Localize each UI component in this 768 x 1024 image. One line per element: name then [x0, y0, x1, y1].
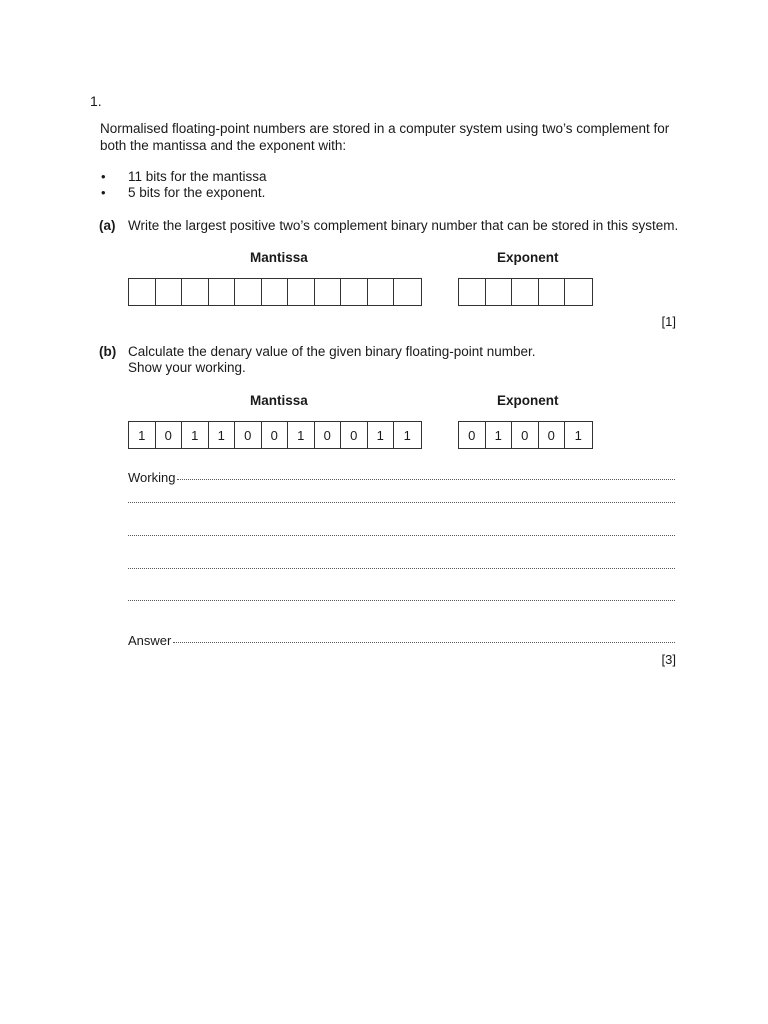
bullet-exponent-bits: 5 bits for the exponent. — [128, 185, 266, 200]
bit-cell[interactable] — [235, 279, 262, 305]
bit-cell: 0 — [512, 422, 539, 448]
bit-cell[interactable] — [262, 279, 289, 305]
bit-cell: 1 — [209, 422, 236, 448]
bullet-mantissa-bits: 11 bits for the mantissa — [128, 169, 267, 184]
bit-cell[interactable] — [156, 279, 183, 305]
bit-cell[interactable] — [341, 279, 368, 305]
dotted-rule — [128, 534, 675, 536]
bit-cell: 0 — [459, 422, 486, 448]
bit-cell[interactable] — [368, 279, 395, 305]
dotted-rule — [173, 641, 675, 643]
working-label: Working — [128, 470, 176, 485]
part-a-mantissa-heading: Mantissa — [250, 250, 308, 265]
working-line[interactable] — [128, 569, 675, 571]
part-a-mantissa-boxes[interactable] — [128, 278, 422, 306]
bit-cell[interactable] — [486, 279, 513, 305]
bit-cell[interactable] — [288, 279, 315, 305]
part-b-marks: [3] — [661, 652, 676, 667]
bit-cell: 0 — [315, 422, 342, 448]
dotted-rule — [128, 599, 675, 601]
part-b-mantissa-heading: Mantissa — [250, 393, 308, 408]
bit-cell: 1 — [368, 422, 395, 448]
bit-cell[interactable] — [459, 279, 486, 305]
part-a-marks: [1] — [661, 314, 676, 329]
part-b-exponent-boxes — [458, 421, 593, 449]
bit-cell: 0 — [235, 422, 262, 448]
part-b-exponent-heading: Exponent — [497, 393, 559, 408]
dotted-rule — [177, 478, 675, 480]
part-a-exponent-heading: Exponent — [497, 250, 559, 265]
bullet-symbol: • — [101, 185, 106, 200]
bit-cell: 0 — [341, 422, 368, 448]
answer-label: Answer — [128, 633, 172, 648]
bit-cell: 1 — [574, 427, 582, 443]
bit-cell: 1 — [182, 422, 209, 448]
bit-cell: 0 — [156, 422, 183, 448]
bit-cell[interactable] — [209, 279, 236, 305]
dotted-rule — [128, 567, 675, 569]
working-line[interactable] — [128, 536, 675, 538]
part-a-label: (a) — [99, 218, 116, 233]
bit-cell: 0 — [539, 422, 566, 448]
answer-line[interactable] — [128, 633, 675, 648]
working-line[interactable] — [128, 470, 675, 485]
part-b-mantissa-boxes — [128, 421, 422, 449]
part-b-question-line2: Show your working. — [128, 360, 246, 375]
bit-cell[interactable] — [394, 279, 421, 305]
bit-cell[interactable] — [315, 279, 342, 305]
dotted-rule — [128, 501, 675, 503]
part-b-label: (b) — [99, 344, 117, 359]
part-a-exponent-boxes[interactable] — [458, 278, 593, 306]
bit-cell: 1 — [129, 422, 156, 448]
working-line[interactable] — [128, 503, 675, 505]
bit-cell[interactable] — [539, 279, 566, 305]
working-line[interactable] — [128, 601, 675, 603]
bullet-symbol: • — [101, 169, 106, 184]
bit-cell[interactable] — [565, 279, 592, 305]
question-number: 1. — [90, 93, 102, 109]
question-intro: Normalised floating-point numbers are stored in a computer system using two’s complement for both the mantissa and the exponent with: — [100, 121, 670, 153]
bit-cell: 1 — [403, 427, 411, 443]
part-b-question-line1: Calculate the denary value of the given binary floating-point number. — [128, 344, 536, 359]
bit-cell: 0 — [262, 422, 289, 448]
part-a-question: Write the largest positive two’s complement binary number that can be stored in this system. — [128, 218, 679, 233]
bit-cell: 1 — [486, 422, 513, 448]
bit-cell[interactable] — [512, 279, 539, 305]
bit-cell[interactable] — [182, 279, 209, 305]
bit-cell: 1 — [288, 422, 315, 448]
bit-cell[interactable] — [129, 279, 156, 305]
